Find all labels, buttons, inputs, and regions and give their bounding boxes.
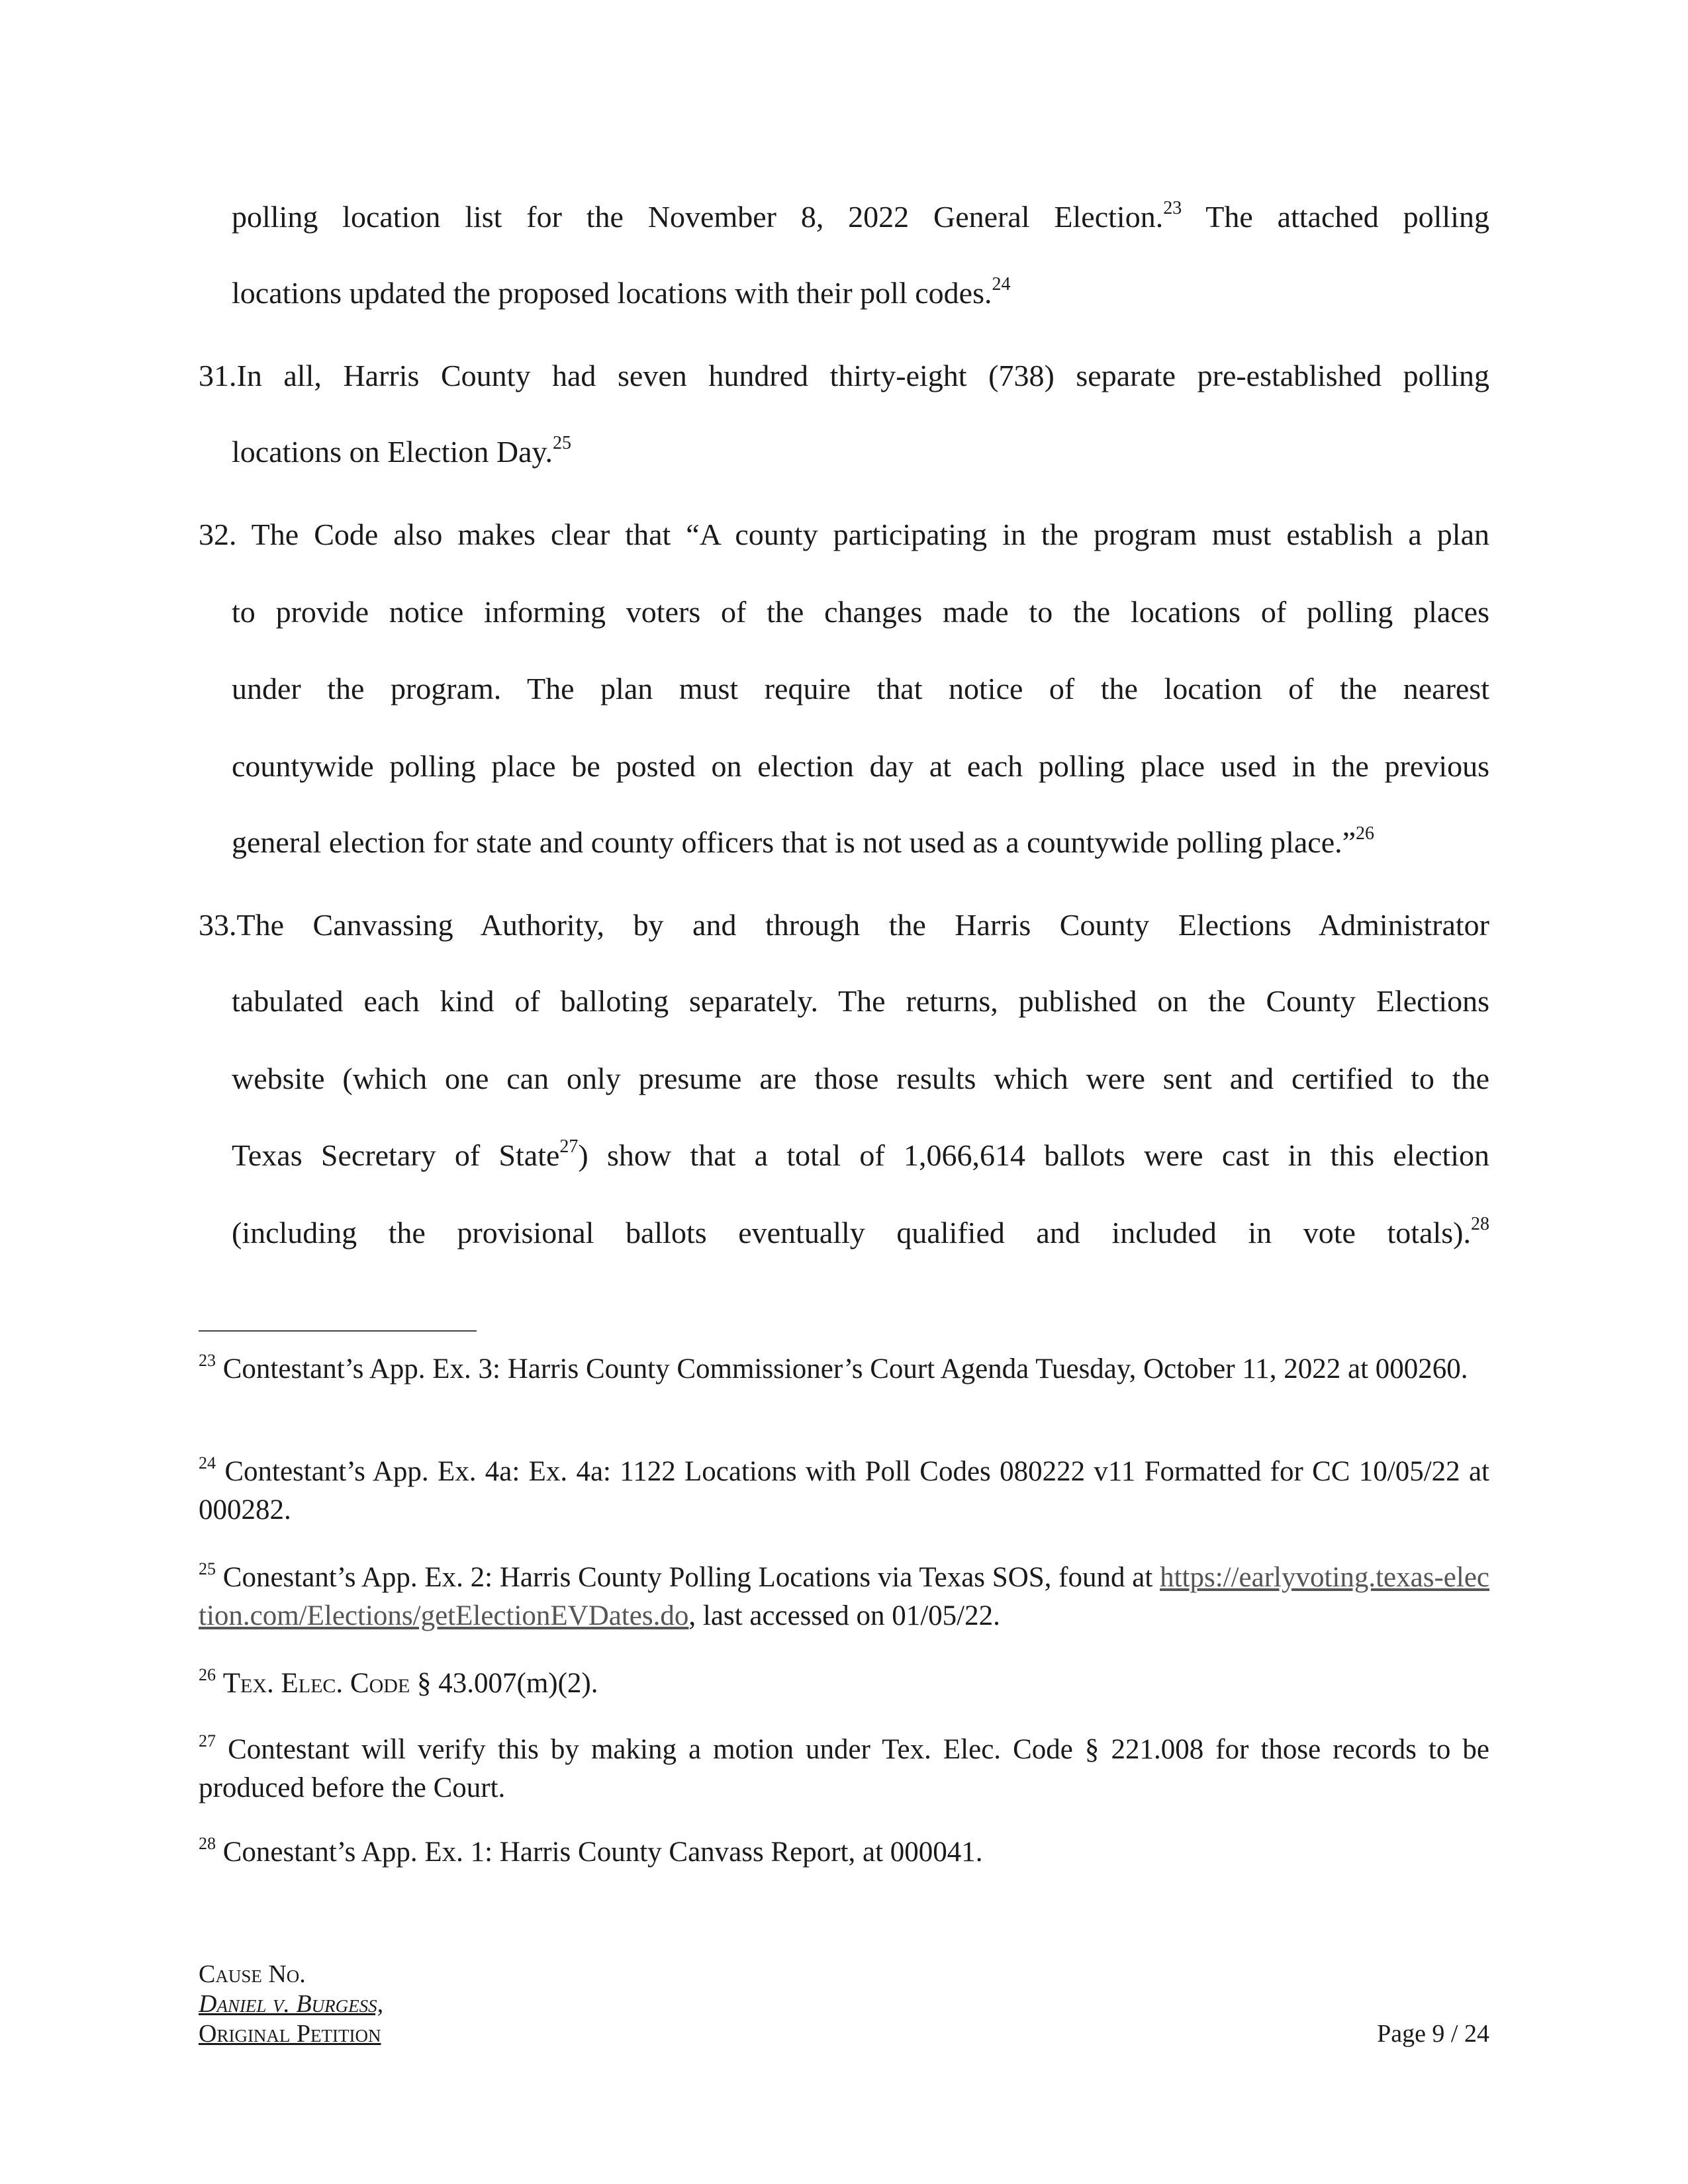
body-line: under the program. The plan must require that notice of the location of the nearest xyxy=(232,672,1489,705)
footnote-ref[interactable]: 26 xyxy=(1356,823,1375,844)
paragraph-33-line: 33.The Canvassing Authority, by and through the Harris County Elections Administrator xyxy=(199,908,1489,942)
body-line: to provide notice informing voters of the changes made to the locations of polling places xyxy=(232,595,1489,629)
body-line: locations on Election Day.$^{25}$ xyxy=(232,433,571,469)
body-line: locations updated the proposed locations with their poll codes.$^{24}$ xyxy=(232,274,1011,310)
body-line: general election for state and county officers that is not used as a countywide polling place.”$^{26}$ xyxy=(232,823,1375,859)
body-line: Texas Secretary of State$^{27}$) show that a total of 1,066,614 ballots were cast in this election xyxy=(232,1136,1490,1172)
footnote-ref[interactable]: 24 xyxy=(992,274,1011,295)
footnote-ref[interactable]: 28 xyxy=(1471,1214,1489,1234)
body-line: tabulated each kind of balloting separately. The returns, published on the County Elections xyxy=(232,984,1489,1018)
page-number: Page 9 / 24 xyxy=(1377,2020,1489,2048)
cause-number: Cause No. xyxy=(199,1960,306,1988)
body-line: polling location list for the November 8, 2022 General Election.$^{23}$ The attached polling xyxy=(232,198,1489,234)
body-line: countywide polling place be posted on election day at each polling place used in the previous xyxy=(232,749,1489,783)
paragraph-32-line: 32. The Code also makes clear that “A county participating in the program must establish a plan xyxy=(199,518,1489,551)
case-caption: Daniel v. Burgess, xyxy=(199,1990,384,2018)
document-title: Original Petition xyxy=(199,2020,381,2048)
footnote-27: $^{27}$ Contestant will verify this by making a motion under Tex. Elec. Code § 221.008 for those records to be produced before the Court. xyxy=(199,1731,1489,1803)
footnote-23: $^{23}$ Contestant’s App. Ex. 3: Harris County Commissioner’s Court Agenda Tuesday, October 11, 2022 at 000260. xyxy=(199,1351,1468,1385)
footnote-25: $^{25}$ Conestant’s App. Ex. 2: Harris County Polling Locations via Texas SOS, found at https://earlyvoting.texas-election.com/Elections/getElectionEVDates.do, last accessed on 01/05/22. xyxy=(199,1559,1489,1631)
footnote-26: $^{26}$ Tex. Elec. Code § 43.007(m)(2). xyxy=(199,1665,598,1699)
footnote-ref[interactable]: 27 xyxy=(559,1136,579,1157)
footnote-28: $^{28}$ Conestant’s App. Ex. 1: Harris County Canvass Report, at 000041. xyxy=(199,1834,983,1868)
body-line: website (which one can only presume are those results which were sent and certified to the xyxy=(232,1062,1489,1095)
sos-link[interactable]: https://earlyvoting.texas-election.com/Elections/getElectionEVDates.do xyxy=(199,1562,1489,1631)
paragraph-31-line: 31.In all, Harris County had seven hundred thirty-eight (738) separate pre-established polling xyxy=(199,359,1489,392)
body-line: (including the provisional ballots eventually qualified and included in vote totals).$^{28}$ xyxy=(232,1214,1489,1250)
footnote-separator xyxy=(199,1330,477,1332)
footnote-ref[interactable]: 23 xyxy=(1163,198,1182,218)
footnote-24: $^{24}$ Contestant’s App. Ex. 4a: Ex. 4a: 1122 Locations with Poll Codes 080222 v11 Formatted for CC 10/05/22 at 000282. xyxy=(199,1453,1489,1525)
footnote-ref[interactable]: 25 xyxy=(553,433,571,453)
